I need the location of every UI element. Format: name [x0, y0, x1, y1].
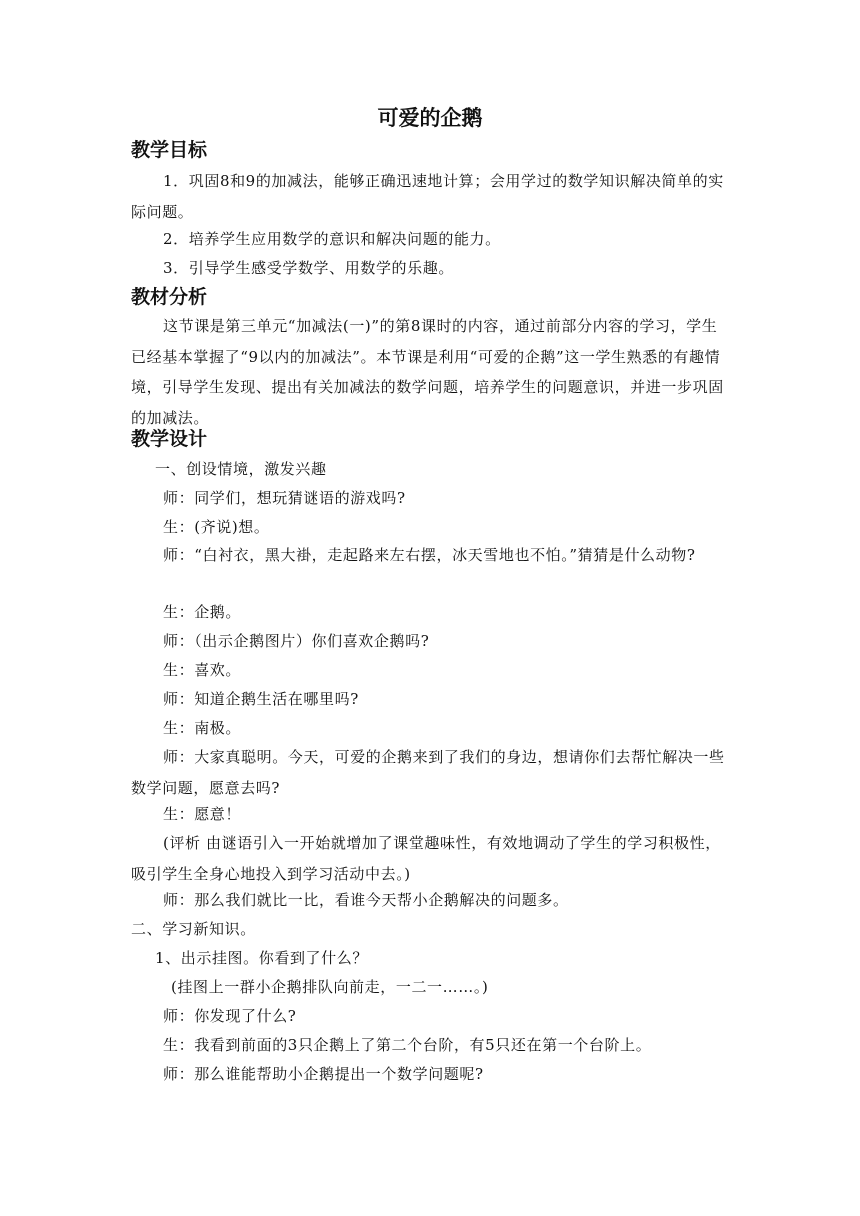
goal-item-1: 1．巩固8和9的加减法，能够正确迅速地计算；会用学过的数学知识解决简单的实际问题。 — [131, 172, 724, 221]
design-line: 生：愿意！ — [163, 805, 242, 823]
design-line: 1、出示挂图。你看到了什么？ — [155, 949, 368, 967]
design-line: 二、学习新知识。 — [131, 920, 256, 938]
document-title: 可爱的企鹅 — [377, 106, 483, 130]
design-line: (评析 由谜语引入一开始就增加了课堂趣味性，有效地调动了学生的学习积极性，吸引学生全身心地投入到学习活动中去。) — [131, 834, 721, 883]
design-line: 师：（出示企鹅图片）你们喜欢企鹅吗? — [163, 632, 430, 650]
design-line: (挂图上一群小企鹅排队向前走，一二一……。) — [171, 978, 489, 996]
analysis-paragraph: 这节课是第三单元“加减法(一)”的第8课时的内容，通过前部分内容的学习，学生已经基本掌握了“9以内的加减法”。本节课是利用“可爱的企鹅”这一学生熟悉的有趣情境，引导学生发现、提出有关加减法的数学问题，培养学生的问题意识，并进一步巩固的加减法。 — [131, 317, 724, 427]
design-line: 师：知道企鹅生活在哪里吗? — [163, 690, 359, 708]
design-line: 生：我看到前面的3只企鹅上了第二个台阶，有5只还在第一个台阶上。 — [163, 1036, 652, 1054]
goal-item-3: 3．引导学生感受学数学、用数学的乐趣。 — [163, 259, 454, 277]
design-line: 生：喜欢。 — [163, 661, 242, 679]
design-line: 师：同学们，想玩猜谜语的游戏吗? — [163, 489, 406, 507]
design-line: 师：你发现了什么? — [163, 1007, 297, 1025]
design-line: 师：那么我们就比一比，看谁今天帮小企鹅解决的问题多。 — [163, 891, 569, 909]
design-line: 师：“白衬衣，黑大褂，走起路来左右摆，冰天雪地也不怕。”猜猜是什么动物? — [163, 546, 696, 564]
design-line: 师：大家真聪明。今天，可爱的企鹅来到了我们的身边，想请你们去帮忙解决一些数学问题，愿意去吗? — [131, 748, 725, 797]
design-line: 生：南极。 — [163, 719, 242, 737]
goal-item-2: 2．培养学生应用数学的意识和解决问题的能力。 — [163, 230, 501, 248]
design-line: 生：企鹅。 — [163, 603, 242, 621]
design-line: 一、创设情境，激发兴趣 — [155, 460, 327, 478]
design-line: 师：那么谁能帮助小企鹅提出一个数学问题呢? — [163, 1065, 484, 1083]
section-heading-goals: 教学目标 — [131, 139, 208, 161]
design-line: 生：(齐说)想。 — [163, 518, 270, 536]
section-heading-analysis: 教材分析 — [131, 286, 208, 308]
section-heading-design: 教学设计 — [131, 428, 208, 450]
